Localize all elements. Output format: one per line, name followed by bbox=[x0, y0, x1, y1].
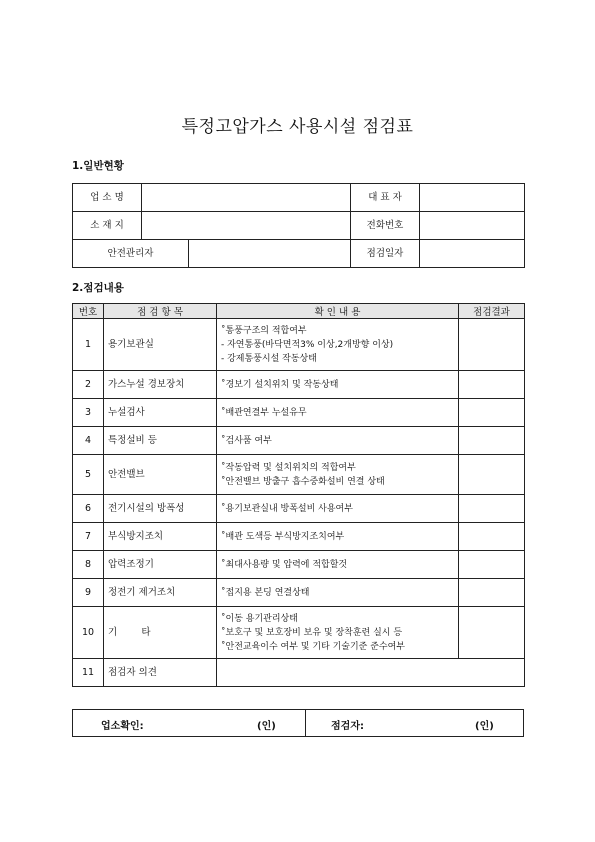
inspection-result-field[interactable] bbox=[459, 399, 525, 427]
inspection-content bbox=[217, 399, 459, 427]
inspection-content bbox=[217, 607, 459, 659]
company-confirm-label: 업소확인: bbox=[101, 721, 144, 732]
row-number: 3 bbox=[73, 399, 104, 427]
divider bbox=[305, 710, 306, 736]
section-inspection-heading: 2.점검내용 bbox=[72, 282, 124, 294]
address-field[interactable] bbox=[142, 212, 351, 240]
representative-label: 대 표 자 bbox=[351, 184, 420, 212]
row-number: 1 bbox=[73, 319, 104, 371]
table-row bbox=[73, 399, 525, 427]
section-general-heading: 1.일반현황 bbox=[72, 160, 124, 172]
document-title: 특정고압가스 사용시설 점검표 bbox=[181, 117, 414, 137]
inspection-content bbox=[217, 551, 459, 579]
manager-cell bbox=[73, 240, 351, 268]
header-content: 확 인 내 용 bbox=[217, 304, 459, 319]
inspection-checklist-table bbox=[72, 303, 525, 687]
address-label: 소 재 지 bbox=[73, 212, 142, 240]
content-line: ˚최대사용량 및 압력에 적합할것 bbox=[221, 559, 348, 570]
row-number: 10 bbox=[73, 607, 104, 659]
inspection-item: 전기시설의 방폭성 bbox=[104, 495, 217, 523]
inspection-item: 기 타 bbox=[104, 607, 217, 659]
content-line: ˚이동 용기관리상태 bbox=[221, 613, 298, 624]
phone-field[interactable] bbox=[420, 212, 525, 240]
content-line: ˚배관 도색등 부식방지조치여부 bbox=[221, 531, 345, 542]
inspection-item: 압력조정기 bbox=[104, 551, 217, 579]
row-number: 5 bbox=[73, 455, 104, 495]
inspection-content bbox=[217, 579, 459, 607]
company-seal: (인) bbox=[257, 721, 276, 732]
table-row bbox=[73, 607, 525, 659]
table-row bbox=[73, 523, 525, 551]
inspection-content bbox=[217, 371, 459, 399]
content-line: ˚안전교육이수 여부 및 기타 기술기준 준수여부 bbox=[221, 641, 405, 652]
header-row bbox=[73, 304, 525, 319]
safety-manager-label: 안전관리자 bbox=[73, 240, 189, 267]
content-line: ˚검사품 여부 bbox=[221, 435, 272, 446]
inspection-result-field[interactable] bbox=[459, 371, 525, 399]
safety-manager-field[interactable] bbox=[189, 240, 350, 267]
content-line: ˚안전밸브 방출구 흡수중화설비 연결 상태 bbox=[221, 476, 385, 487]
content-line: ˚경보기 설치위치 및 작동상태 bbox=[221, 379, 339, 390]
table-row bbox=[73, 240, 525, 268]
table-row bbox=[73, 551, 525, 579]
general-info-table bbox=[72, 183, 525, 268]
inspection-date-field[interactable] bbox=[420, 240, 525, 268]
table-row bbox=[73, 319, 525, 371]
inspection-content bbox=[217, 523, 459, 551]
inspection-result-field[interactable] bbox=[459, 551, 525, 579]
content-line: ˚통풍구조의 적합여부 bbox=[221, 325, 307, 336]
content-line: ˚용기보관실내 방폭설비 사용여부 bbox=[221, 503, 353, 514]
inspection-result-field[interactable] bbox=[459, 495, 525, 523]
content-line: ˚작동압력 및 설치위치의 적합여부 bbox=[221, 462, 356, 473]
inspection-result-field[interactable] bbox=[459, 523, 525, 551]
inspection-content bbox=[217, 427, 459, 455]
inspector-opinion-field[interactable] bbox=[217, 659, 525, 687]
table-row bbox=[73, 212, 525, 240]
row-number: 4 bbox=[73, 427, 104, 455]
header-result: 점검결과 bbox=[459, 304, 525, 319]
row-number: 11 bbox=[73, 659, 104, 687]
inspection-result-field[interactable] bbox=[459, 427, 525, 455]
row-number: 6 bbox=[73, 495, 104, 523]
content-line: - 자연통풍(바닥면적3% 이상,2개방향 이상) bbox=[221, 339, 394, 350]
inspection-item: 부식방지조치 bbox=[104, 523, 217, 551]
table-row bbox=[73, 184, 525, 212]
inspection-item: 가스누설 경보장치 bbox=[104, 371, 217, 399]
phone-label: 전화번호 bbox=[351, 212, 420, 240]
inspection-item: 용기보관실 bbox=[104, 319, 217, 371]
content-line: ˚배관연결부 누설유무 bbox=[221, 407, 307, 418]
inspection-item: 점검자 의견 bbox=[104, 659, 217, 687]
inspection-item: 특정설비 등 bbox=[104, 427, 217, 455]
table-row bbox=[73, 455, 525, 495]
representative-field[interactable] bbox=[420, 184, 525, 212]
table-row bbox=[73, 579, 525, 607]
row-number: 2 bbox=[73, 371, 104, 399]
inspection-date-label: 점검일자 bbox=[351, 240, 420, 268]
row-number: 8 bbox=[73, 551, 104, 579]
table-row bbox=[73, 659, 525, 687]
inspector-label: 점검자: bbox=[331, 721, 364, 732]
content-line: ˚보호구 및 보호장비 보유 및 장착훈련 실시 등 bbox=[221, 627, 403, 638]
inspection-result-field[interactable] bbox=[459, 607, 525, 659]
inspection-item: 정전기 제거조치 bbox=[104, 579, 217, 607]
inspection-result-field[interactable] bbox=[459, 455, 525, 495]
inspection-result-field[interactable] bbox=[459, 319, 525, 371]
row-number: 7 bbox=[73, 523, 104, 551]
header-item: 점 검 항 목 bbox=[104, 304, 217, 319]
table-row bbox=[73, 371, 525, 399]
inspector-seal: (인) bbox=[475, 721, 494, 732]
table-row bbox=[73, 427, 525, 455]
company-name-label: 업 소 명 bbox=[73, 184, 142, 212]
content-line: - 강제통풍시설 작동상태 bbox=[221, 353, 317, 364]
inspection-content bbox=[217, 455, 459, 495]
inspection-content bbox=[217, 319, 459, 371]
row-number: 9 bbox=[73, 579, 104, 607]
header-number: 번호 bbox=[73, 304, 104, 319]
inspection-result-field[interactable] bbox=[459, 579, 525, 607]
table-row bbox=[73, 495, 525, 523]
company-name-field[interactable] bbox=[142, 184, 351, 212]
inspection-content bbox=[217, 495, 459, 523]
confirmation-bar bbox=[72, 709, 524, 737]
content-line: ˚접지용 본딩 연결상태 bbox=[221, 587, 310, 598]
inspection-item: 안전밸브 bbox=[104, 455, 217, 495]
inspection-item: 누설검사 bbox=[104, 399, 217, 427]
